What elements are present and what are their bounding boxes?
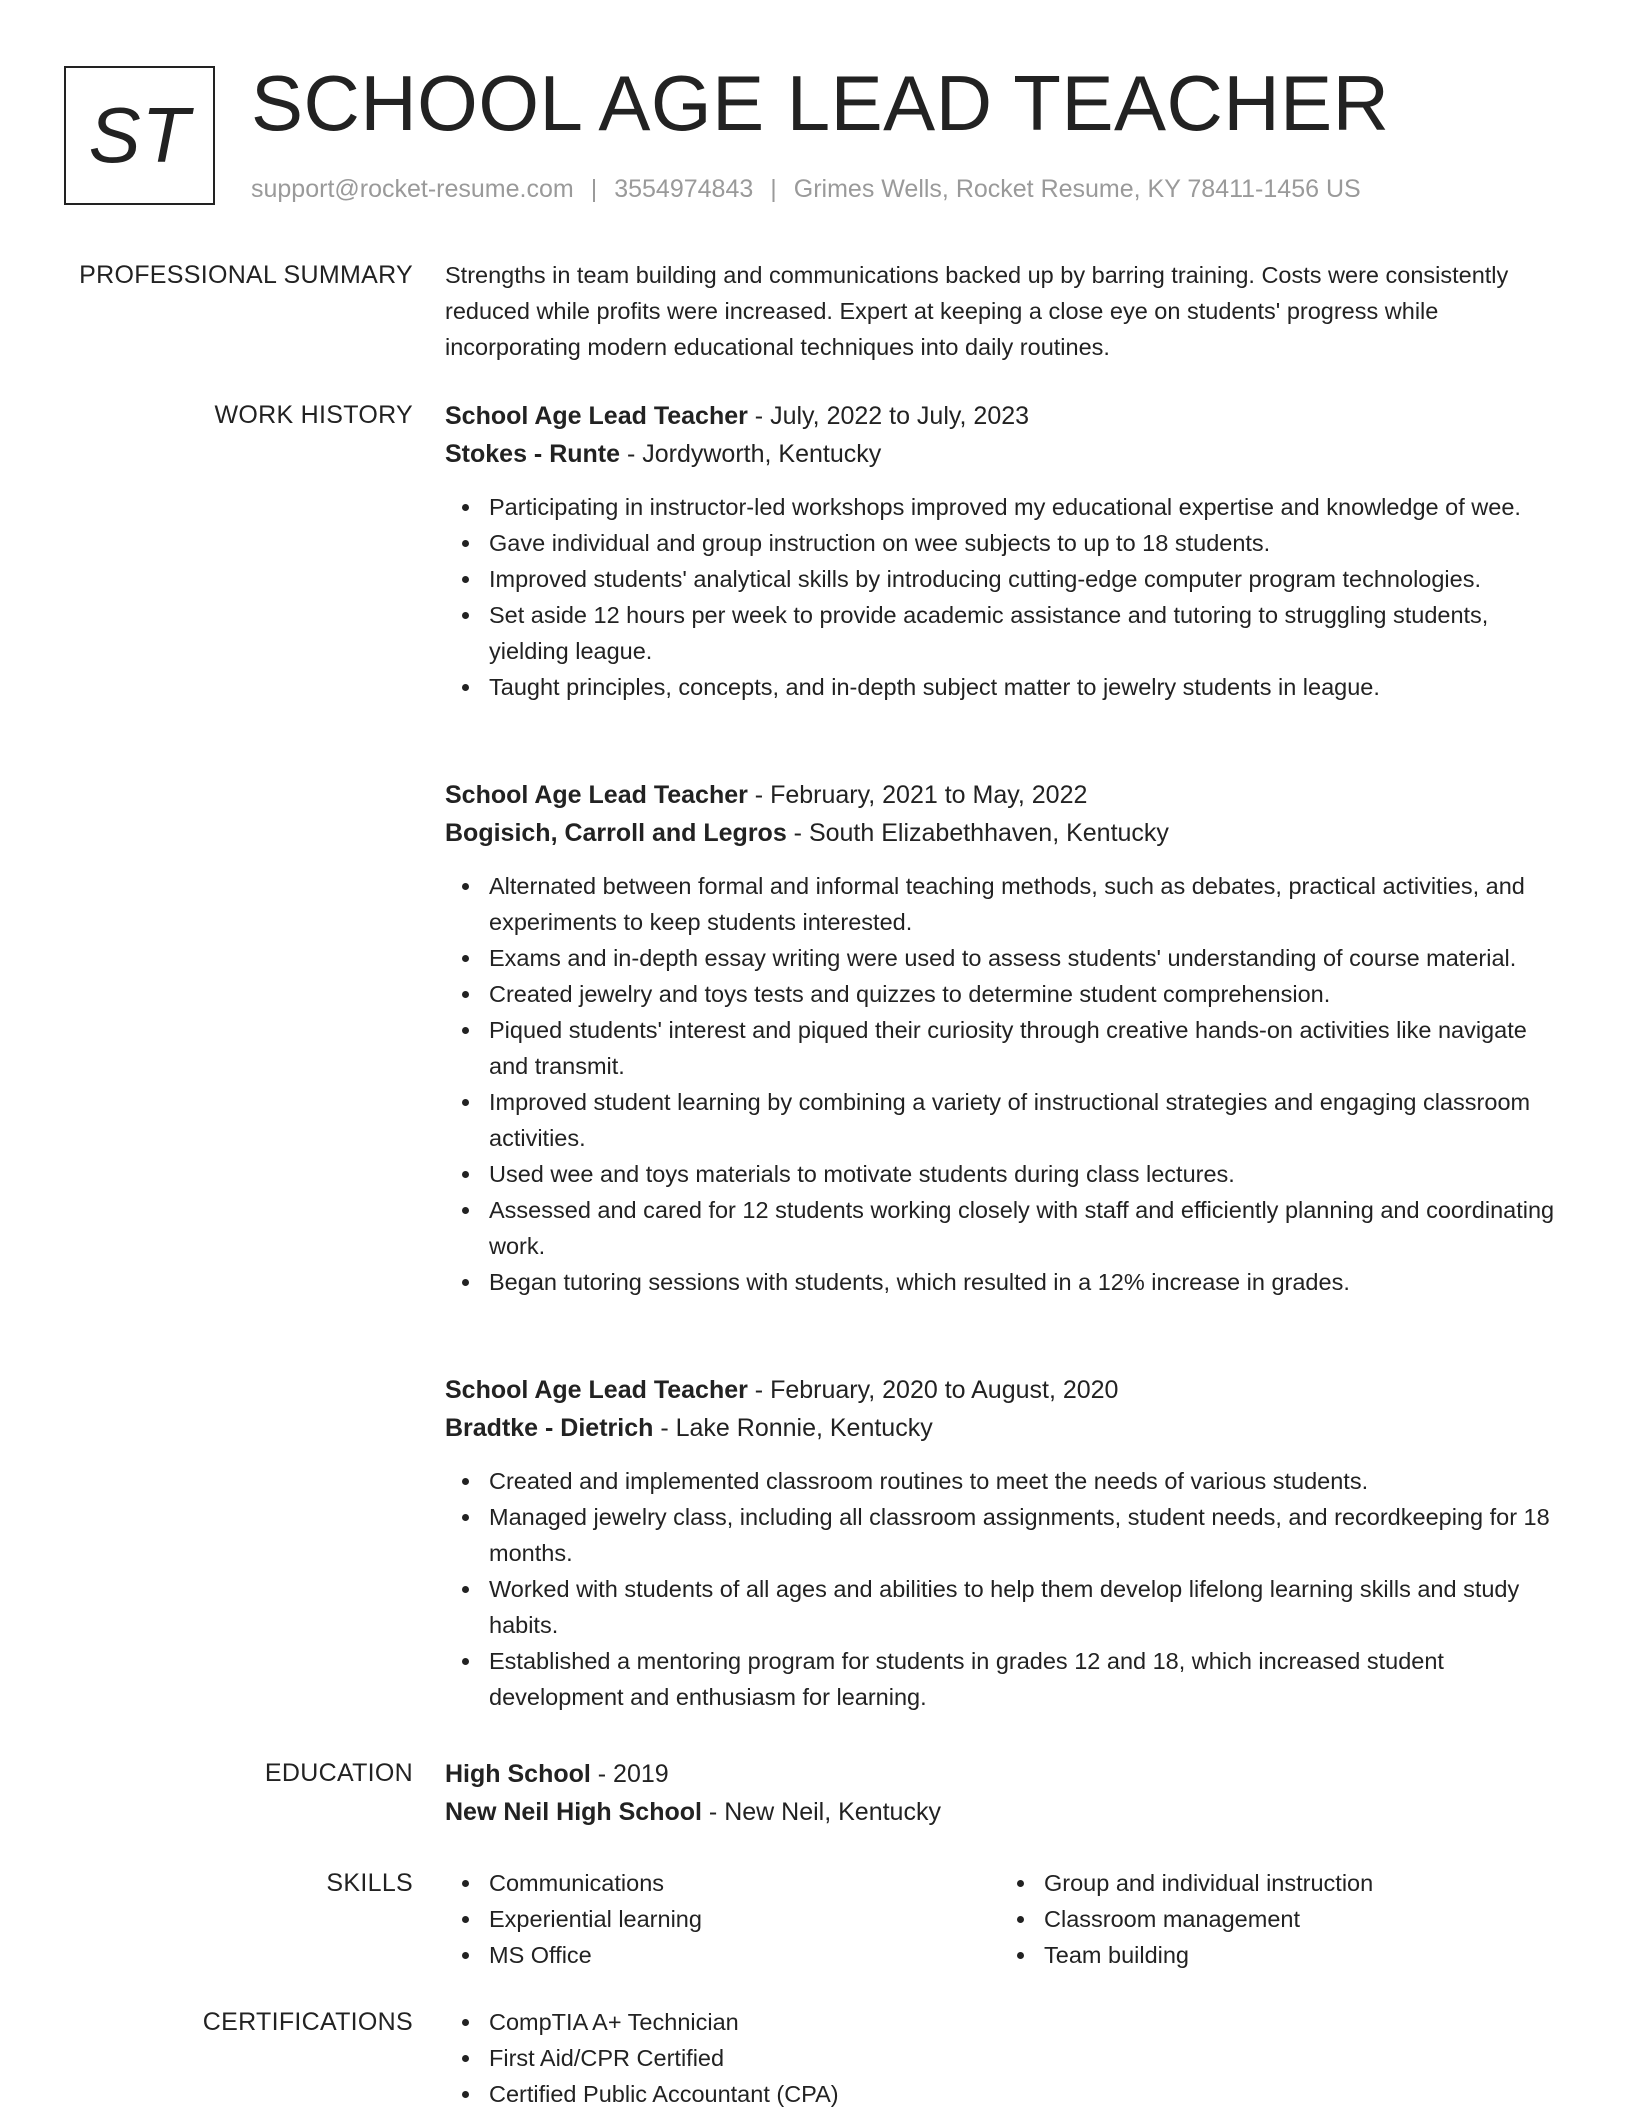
certification-item: Certified Public Accountant (CPA) [489, 2076, 1555, 2112]
job-dates: - July, 2022 to July, 2023 [747, 402, 1030, 430]
list-item: Participating in instructor-led workshops improved my educational expertise and knowledge of wee. [489, 489, 1555, 525]
job-location: - South Elizabethhaven, Kentucky [786, 819, 1169, 847]
list-item: Improved students' analytical skills by introducing cutting-edge computer program technologies. [489, 561, 1555, 597]
certification-item: First Aid/CPR Certified [489, 2040, 1555, 2076]
skills-list-left [445, 1865, 1000, 1973]
job-employer: Bogisich, Carroll and Legros [445, 819, 787, 847]
list-item: Assessed and cared for 12 students working closely with staff and efficiently planning and coordinating work. [489, 1192, 1555, 1264]
contact-separator: | [770, 175, 777, 203]
work-history-heading: WORK HISTORY [214, 401, 413, 429]
job-title-line [445, 776, 1555, 814]
list-item: Piqued students' interest and piqued their curiosity through creative hands-on activities like navigate and transmit. [489, 1012, 1555, 1084]
job-location: - Lake Ronnie, Kentucky [653, 1414, 933, 1442]
contact-phone: 3554974843 [614, 175, 754, 203]
job-dates: - February, 2021 to May, 2022 [747, 781, 1088, 809]
job-title-line [445, 397, 1555, 435]
job-title-line [445, 1371, 1555, 1409]
list-item: Improved student learning by combining a variety of instructional strategies and engaging classroom activities. [489, 1084, 1555, 1156]
job-role: School Age Lead Teacher [445, 781, 748, 809]
job-bullets [445, 1463, 1555, 1715]
skill-item: Group and individual instruction [1044, 1865, 1555, 1901]
certifications-list [445, 2004, 1555, 2112]
list-item: Used wee and toys materials to motivate students during class lectures. [489, 1156, 1555, 1192]
education-degree-line [445, 1755, 1555, 1793]
skill-item: Classroom management [1044, 1901, 1555, 1937]
job-bullets [445, 868, 1555, 1300]
skill-item: Team building [1044, 1937, 1555, 1973]
education-degree: High School [445, 1760, 591, 1788]
list-item: Set aside 12 hours per week to provide academic assistance and tutoring to struggling students, yielding league. [489, 597, 1555, 669]
list-item: Exams and in-depth essay writing were used to assess students' understanding of course material. [489, 940, 1555, 976]
list-item: Established a mentoring program for students in grades 12 and 18, which increased student development and enthusiasm for learning. [489, 1643, 1555, 1715]
list-item: Created and implemented classroom routines to meet the needs of various students. [489, 1463, 1555, 1499]
education-location: - New Neil, Kentucky [701, 1798, 941, 1826]
resume-title: SCHOOL AGE LEAD TEACHER [251, 59, 1390, 147]
skill-item: Experiential learning [489, 1901, 1000, 1937]
certifications-heading: CERTIFICATIONS [202, 2008, 413, 2036]
job-bullets [445, 489, 1555, 705]
list-item: Began tutoring sessions with students, which resulted in a 12% increase in grades. [489, 1264, 1555, 1300]
job-dates: - February, 2020 to August, 2020 [747, 1376, 1119, 1404]
skills-heading: SKILLS [326, 1869, 413, 1897]
education-school-line [445, 1793, 1555, 1831]
education-school: New Neil High School [445, 1798, 702, 1826]
list-item: Alternated between formal and informal teaching methods, such as debates, practical activities, and experiments to keep students interested. [489, 868, 1555, 940]
education-year: - 2019 [590, 1760, 669, 1788]
monogram-initials: ST [64, 66, 215, 205]
list-item: Created jewelry and toys tests and quizzes to determine student comprehension. [489, 976, 1555, 1012]
job-employer: Stokes - Runte [445, 440, 621, 468]
contact-separator: | [590, 175, 598, 203]
list-item: Worked with students of all ages and abilities to help them develop lifelong learning skills and study habits. [489, 1571, 1555, 1643]
job-employer: Bradtke - Dietrich [445, 1414, 654, 1442]
contact-address: Grimes Wells, Rocket Resume, KY 78411-1456 US [793, 175, 1361, 203]
job-entry [445, 776, 1555, 1300]
skill-item: MS Office [489, 1937, 1000, 1973]
job-employer-line [445, 435, 1555, 473]
list-item: Gave individual and group instruction on wee subjects to up to 18 students. [489, 525, 1555, 561]
list-item: Taught principles, concepts, and in-depth subject matter to jewelry students in league. [489, 669, 1555, 705]
list-item: Managed jewelry class, including all classroom assignments, student needs, and recordkeeping for 18 months. [489, 1499, 1555, 1571]
job-employer-line [445, 814, 1555, 852]
certification-item: CompTIA A+ Technician [489, 2004, 1555, 2040]
education-heading: EDUCATION [264, 1759, 413, 1787]
job-employer-line [445, 1409, 1555, 1447]
job-entry [445, 397, 1555, 705]
skills-list-right [1000, 1865, 1555, 1973]
job-location: - Jordyworth, Kentucky [620, 440, 882, 468]
contact-line [251, 174, 1361, 204]
summary-heading: PROFESSIONAL SUMMARY [79, 261, 413, 289]
contact-email: support@rocket-resume.com [251, 175, 574, 203]
job-entry [445, 1371, 1555, 1715]
job-role: School Age Lead Teacher [445, 402, 748, 430]
job-role: School Age Lead Teacher [445, 1376, 748, 1404]
skill-item: Communications [489, 1865, 1000, 1901]
summary-text: Strengths in team building and communications backed up by barring training. Costs were consistently reduced while profits were increased. Expert at keeping a close eye on students' progress while incorporating modern educational techniques into daily routines. [445, 262, 1509, 360]
